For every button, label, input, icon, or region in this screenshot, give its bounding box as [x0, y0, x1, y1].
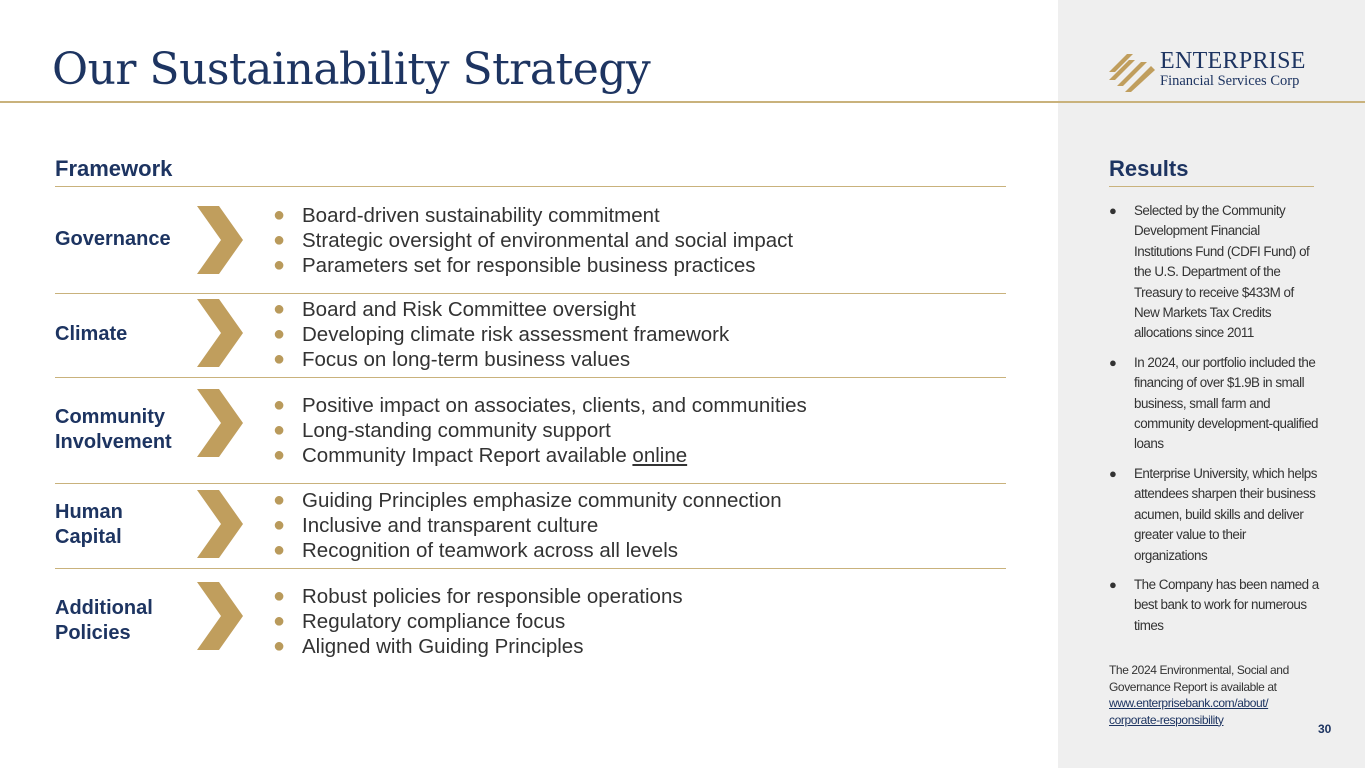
- bullet-dot-icon: ●: [273, 635, 286, 657]
- bullet-dot-icon: ●: [273, 514, 286, 536]
- bullet-dot-icon: ●: [273, 585, 286, 607]
- bullet-dot-icon: ●: [273, 348, 286, 370]
- page-number: 30: [1318, 722, 1332, 736]
- esg-report-footnote: [1109, 662, 1309, 728]
- bullet-dot-icon: ●: [1109, 465, 1117, 481]
- row-label-additional-policies: Additional Policies: [55, 597, 153, 644]
- list-item: ● Board-driven sustainability commitment: [273, 204, 660, 227]
- list-item: ● Board and Risk Committee oversight: [273, 298, 636, 321]
- bullet-dot-icon: ●: [273, 394, 286, 416]
- bullet-list: [273, 584, 683, 659]
- framework-row-human-capital: [55, 483, 1006, 568]
- list-item: ● Enterprise University, which helps attendees sharpen their business acumen, build skills and deliver greater value to their organizations: [1109, 465, 1317, 563]
- bullet-dot-icon: ●: [1109, 576, 1117, 592]
- list-item: ● Parameters set for responsible business practices: [273, 254, 756, 277]
- online-report-link[interactable]: online: [632, 444, 688, 467]
- chevron-right-icon: [197, 582, 243, 650]
- bullet-list: [273, 488, 782, 563]
- bullet-dot-icon: ●: [273, 323, 286, 345]
- bullet-dot-icon: ●: [1109, 203, 1117, 218]
- bullet-list: [273, 393, 807, 468]
- list-item: ● Inclusive and transparent culture: [273, 514, 599, 537]
- logo-name: ENTERPRISE: [1160, 48, 1306, 74]
- bullet-dot-icon: ●: [273, 419, 286, 441]
- list-item: ● Selected by the Community Development Financial Institutions Fund (CDFI Fund) of the U.S. Department of the Treasury to receive $433M of New Markets Tax Credits allocations since 2011: [1109, 203, 1310, 341]
- framework-row-additional-policies: [55, 568, 1006, 668]
- chevron-right-icon: [197, 490, 243, 558]
- bullet-dot-icon: ●: [273, 489, 286, 511]
- bullet-dot-icon: ●: [273, 254, 286, 276]
- chevron-right-icon: [197, 299, 243, 367]
- list-item: ● Guiding Principles emphasize community connection: [273, 489, 782, 512]
- list-item: ● Community Impact Report available online: [273, 444, 688, 467]
- list-item: ● Developing climate risk assessment framework: [273, 323, 730, 346]
- chevron-right-icon: [197, 389, 243, 457]
- bullet-dot-icon: ●: [273, 204, 286, 226]
- list-item: ● In 2024, our portfolio included the financing of over $1.9B in small business, small farm and community development-qualified loans: [1109, 354, 1318, 452]
- bullet-dot-icon: ●: [273, 444, 286, 466]
- row-label-human-capital: Human Capital: [55, 501, 123, 548]
- list-item: ● Positive impact on associates, clients, and communities: [273, 394, 807, 417]
- logo-subtitle: Financial Services Corp: [1160, 73, 1300, 89]
- bullet-dot-icon: ●: [273, 539, 286, 561]
- list-item: ● Strategic oversight of environmental and social impact: [273, 229, 794, 252]
- enterprise-logo-icon: [1107, 50, 1157, 92]
- list-item: ● Regulatory compliance focus: [273, 610, 566, 633]
- bullet-dot-icon: ●: [273, 229, 286, 251]
- framework-row-climate: [55, 293, 1006, 377]
- bullet-list: [273, 297, 729, 372]
- esg-report-link[interactable]: www.enterprisebank.com/about/ corporate-responsibility: [1109, 696, 1269, 727]
- bullet-dot-icon: ●: [273, 610, 286, 632]
- row-label-governance: Governance: [55, 228, 171, 250]
- bullet-dot-icon: ●: [1109, 354, 1117, 370]
- framework-row-governance: [55, 187, 1006, 293]
- list-item: ● Aligned with Guiding Principles: [273, 635, 584, 658]
- title-divider: [0, 101, 1365, 103]
- company-logo: [1107, 48, 1317, 94]
- results-heading-rule: [1109, 186, 1314, 187]
- list-item: ● Long-standing community support: [273, 419, 611, 442]
- row-label-community-involvement: Community Involvement: [55, 406, 172, 453]
- bullet-dot-icon: ●: [273, 298, 286, 320]
- list-item: ● Recognition of teamwork across all levels: [273, 539, 678, 562]
- bullet-list: [273, 203, 793, 278]
- framework-row-community-involvement: [55, 377, 1006, 483]
- page-title: Our Sustainability Strategy: [52, 44, 651, 95]
- list-item: ● The Company has been named a best bank to work for numerous times: [1109, 576, 1319, 633]
- results-heading: Results: [1109, 156, 1189, 181]
- row-label-climate: Climate: [55, 323, 128, 345]
- footnote-text: The 2024 Environmental, Social and Governance Report is available at: [1109, 663, 1289, 694]
- results-list: [1109, 201, 1319, 645]
- list-item: ● Focus on long-term business values: [273, 348, 631, 371]
- framework-heading: Framework: [55, 156, 173, 181]
- list-item: ● Robust policies for responsible operations: [273, 585, 683, 608]
- chevron-right-icon: [197, 206, 243, 274]
